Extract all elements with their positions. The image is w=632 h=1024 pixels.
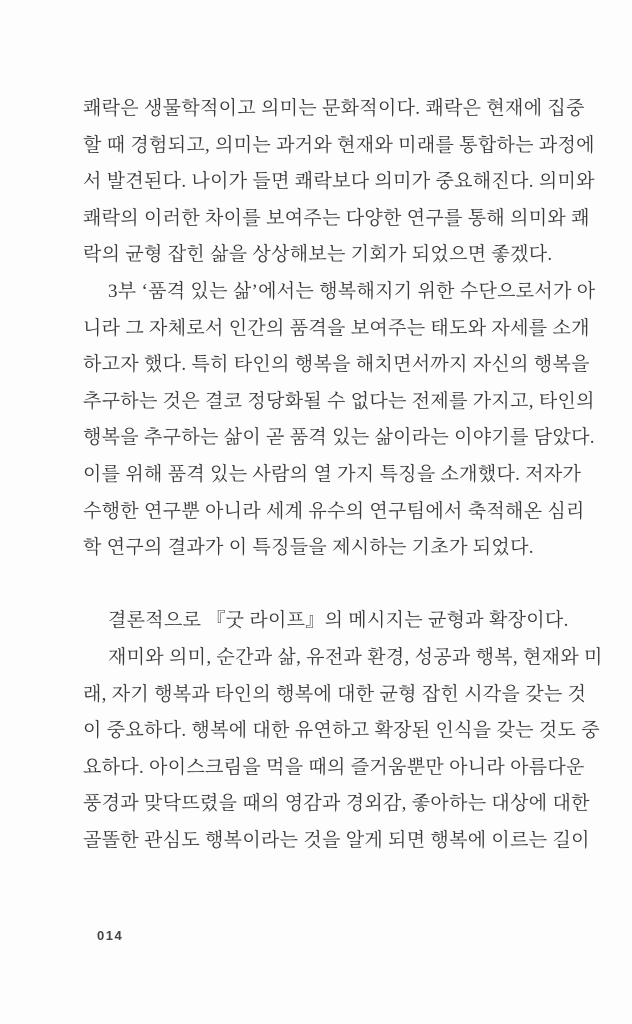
text-line: 행복을 추구하는 삶이 곧 품격 있는 삶이라는 이야기를 담았다. (83, 427, 595, 449)
text-line: 쾌락의 이러한 차이를 보여주는 다양한 연구를 통해 의미와 쾌 (83, 207, 590, 229)
text-line: 추구하는 것은 결코 정당화될 수 없다는 전제를 가지고, 타인의 (83, 390, 595, 412)
text-line: 골똘한 관심도 행복이라는 것을 알게 되면 행복에 이르는 길이 (83, 829, 590, 851)
text-line: 서 발견된다. 나이가 들면 쾌락보다 의미가 중요해진다. 의미와 (83, 171, 595, 193)
text-line: 재미와 의미, 순간과 삶, 유전과 환경, 성공과 행복, 현재와 미 (108, 646, 603, 668)
text-line: 풍경과 맞닥뜨렸을 때의 영감과 경외감, 좋아하는 대상에 대한 (83, 793, 590, 815)
text-line: 3부 ‘품격 있는 삶’에서는 행복해지기 위한 수단으로서가 아 (108, 280, 596, 302)
text-line: 이 중요하다. 행복에 대한 유연하고 확장된 인식을 갖는 것도 중 (83, 720, 600, 742)
text-line: 니라 그 자체로서 인간의 품격을 보여주는 태도와 자세를 소개 (83, 317, 590, 339)
text-line: 하고자 했다. 특히 타인의 행복을 해치면서까지 자신의 행복을 (83, 354, 590, 376)
text-line: 결론적으로 『굿 라이프』의 메시지는 균형과 확장이다. (108, 610, 569, 632)
text-line: 요하다. 아이스크림을 먹을 때의 즐거움뿐만 아니라 아름다운 (83, 756, 585, 778)
text-line: 래, 자기 행복과 타인의 행복에 대한 균형 잡힌 시각을 갖는 것 (83, 683, 587, 705)
text-line: 수행한 연구뿐 아니라 세계 유수의 연구팀에서 축적해온 심리 (83, 500, 585, 522)
page-number: 014 (97, 928, 124, 943)
text-line: 할 때 경험되고, 의미는 과거와 현재와 미래를 통합하는 과정에 (83, 134, 595, 156)
text-line: 락의 균형 잡힌 삶을 상상해보는 기회가 되었으면 좋겠다. (83, 244, 553, 266)
body-text-block (83, 91, 603, 859)
text-line: 이를 위해 품격 있는 사람의 열 가지 특징을 소개했다. 저자가 (83, 463, 582, 485)
text-line: 학 연구의 결과가 이 특징들을 제시하는 기초가 되었다. (83, 537, 534, 559)
text-line: 쾌락은 생물학적이고 의미는 문화적이다. 쾌락은 현재에 집중 (83, 98, 585, 119)
